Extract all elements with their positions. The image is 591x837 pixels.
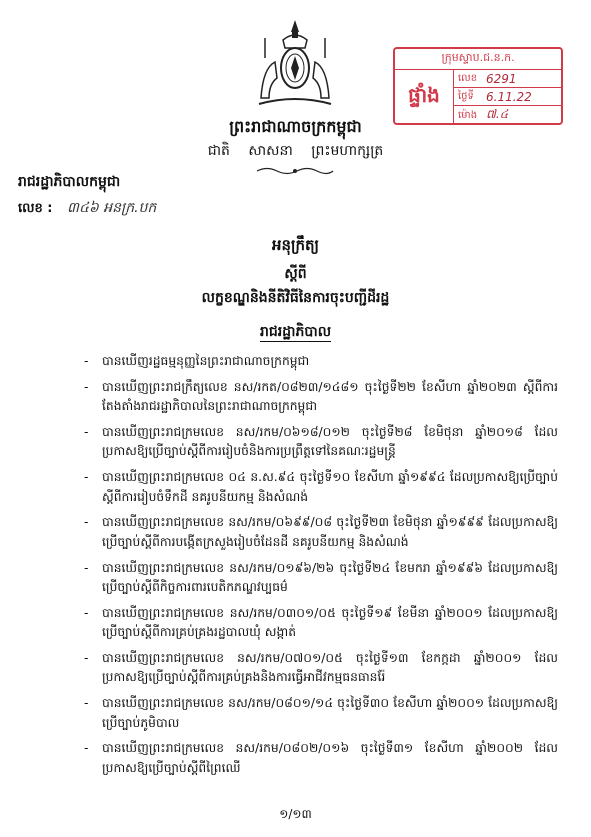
issuer-label: រាជរដ្ឋាភិបាល (259, 324, 332, 340)
list-item: - បានឃើញព្រះរាជក្រមលេខ នស/រកម/០៨០១/១៤ ចុះថ្ងៃទី៣០ ខែសីហា ឆ្នាំ២០០១ ដែលប្រកាសឱ្យប្រើច្បាប់ភូមិបាល (84, 694, 558, 733)
list-item: - បានឃើញព្រះរាជក្រមលេខ ០៤ ន.ស.៩៤ ចុះថ្ងៃទី១០ ខែសីហា ឆ្នាំ១៩៩៤ ដែលប្រកាសឱ្យប្រើច្បាប់ស្តីពីការរៀបចំទឹកដី នគរូបនីយកម្ម និងសំណង់ (84, 468, 558, 507)
list-item: - បានឃើញព្រះរាជក្រមលេខ នស/រកម/០៦៩៩/០៨ ចុះថ្ងៃទី២៣ ខែមិថុនា ឆ្នាំ១៩៩៩ ដែលប្រកាសឱ្យប្រើច្បាប់ស្តីពីការបង្កើតក្រសួងរៀបចំដែនដី នគរូបនីយកម្ម និងសំណង់ (84, 513, 558, 552)
kingdom-heading: ព្រះរាជាណាចក្រកម្ពុជា (229, 117, 362, 136)
reference-handwritten: ៣៤៦ អនក្រ.បក (67, 200, 157, 216)
reference-label: លេខ : (18, 201, 53, 216)
document-subject: លក្ខខណ្ឌនិងនីតិវិធីនៃការចុះបញ្ជីដីរដ្ឋ (201, 290, 390, 306)
stamp-title: ក្រុមស្ទាប.ជ.ន.ក. (395, 49, 561, 70)
issuer-heading (0, 322, 591, 343)
stamp-row-value: 6291 (486, 71, 517, 86)
stamp-label: ផ្ទាំង (395, 70, 454, 124)
registry-stamp (393, 47, 563, 125)
royal-coat-of-arms-emblem (255, 18, 335, 108)
stamp-row-label: លេខ (458, 73, 478, 84)
ornament-divider (255, 164, 335, 178)
list-item: - បានឃើញរដ្ឋធម្មនុញ្ញនៃព្រះរាជាណាចក្រកម្ពុជា (84, 352, 558, 371)
document-about: ស្តីពី (284, 266, 307, 282)
stamp-row-value: ៧.៤ (486, 107, 509, 121)
document-type: អនុក្រឹត្យ (271, 236, 320, 254)
page-number: ១/១៣ (279, 807, 312, 821)
stamp-row-label: ម៉ោង (458, 109, 478, 121)
issuing-government: រាជរដ្ឋាភិបាលកម្ពុជា (18, 174, 121, 190)
visa-list (84, 352, 558, 785)
stamp-row-label: ថ្ងៃទី (458, 91, 474, 102)
reference-number (18, 198, 156, 219)
stamp-row-date (454, 88, 561, 106)
stamp-row-number (454, 70, 561, 88)
national-motto: ជាតិ សាសនា ព្រះមហាក្សត្រ (207, 143, 384, 159)
list-item: - បានឃើញព្រះរាជក្រឹត្យលេខ នស/រកត/០៨២៣/១៤៨១ ចុះថ្ងៃទី២២ ខែសីហា ឆ្នាំ២០២៣ ស្តីពីការតែងតាំងរាជរដ្ឋាភិបាលនៃព្រះរាជាណាចក្រកម្ពុជា (84, 378, 558, 417)
list-item: - បានឃើញព្រះរាជក្រមលេខ នស/រកម/០៧០១/០៥ ចុះថ្ងៃទី១៣ ខែកក្កដា ឆ្នាំ២០០១ ដែលប្រកាសឱ្យប្រើច្បាប់ស្តីពីការគ្រប់គ្រងនិងការធ្វើអាជីវកម្មធនធានរ៉ែ (84, 649, 558, 688)
list-item: - បានឃើញព្រះរាជក្រមលេខ នស/រកម/០៦១៨/០១២ ចុះថ្ងៃទី២៨ ខែមិថុនា ឆ្នាំ២០១៨ ដែលប្រកាសឱ្យប្រើច្បាប់ស្តីពីការរៀបចំនិងការប្រព្រឹត្តទៅនៃគណៈរដ្ឋមន្ត្រី (84, 423, 558, 462)
stamp-row-value: 6.11.22 (486, 89, 532, 104)
list-item: - បានឃើញព្រះរាជក្រមលេខ នស/រកម/០៨០២/០១៦ ចុះថ្ងៃទី៣១ ខែសីហា ឆ្នាំ២០០២ ដែលប្រកាសឱ្យប្រើច្បាប់ស្តីពីព្រៃឈើ (84, 739, 558, 778)
list-item: - បានឃើញព្រះរាជក្រមលេខ នស/រកម/០១៩៦/២៦ ចុះថ្ងៃទី២៤ ខែមករា ឆ្នាំ១៩៩៦ ដែលប្រកាសឱ្យប្រើច្បាប់ស្តីពីកិច្ចការពារបេតិកភណ្ឌវប្បធម៌ (84, 559, 558, 598)
list-item: - បានឃើញព្រះរាជក្រមលេខ នស/រកម/០៣០១/០៥ ចុះថ្ងៃទី១៩ ខែមីនា ឆ្នាំ២០០១ ដែលប្រកាសឱ្យប្រើច្បាប់ស្តីពីការគ្រប់គ្រងរដ្ឋបាលឃុំ សង្កាត់ (84, 604, 558, 643)
